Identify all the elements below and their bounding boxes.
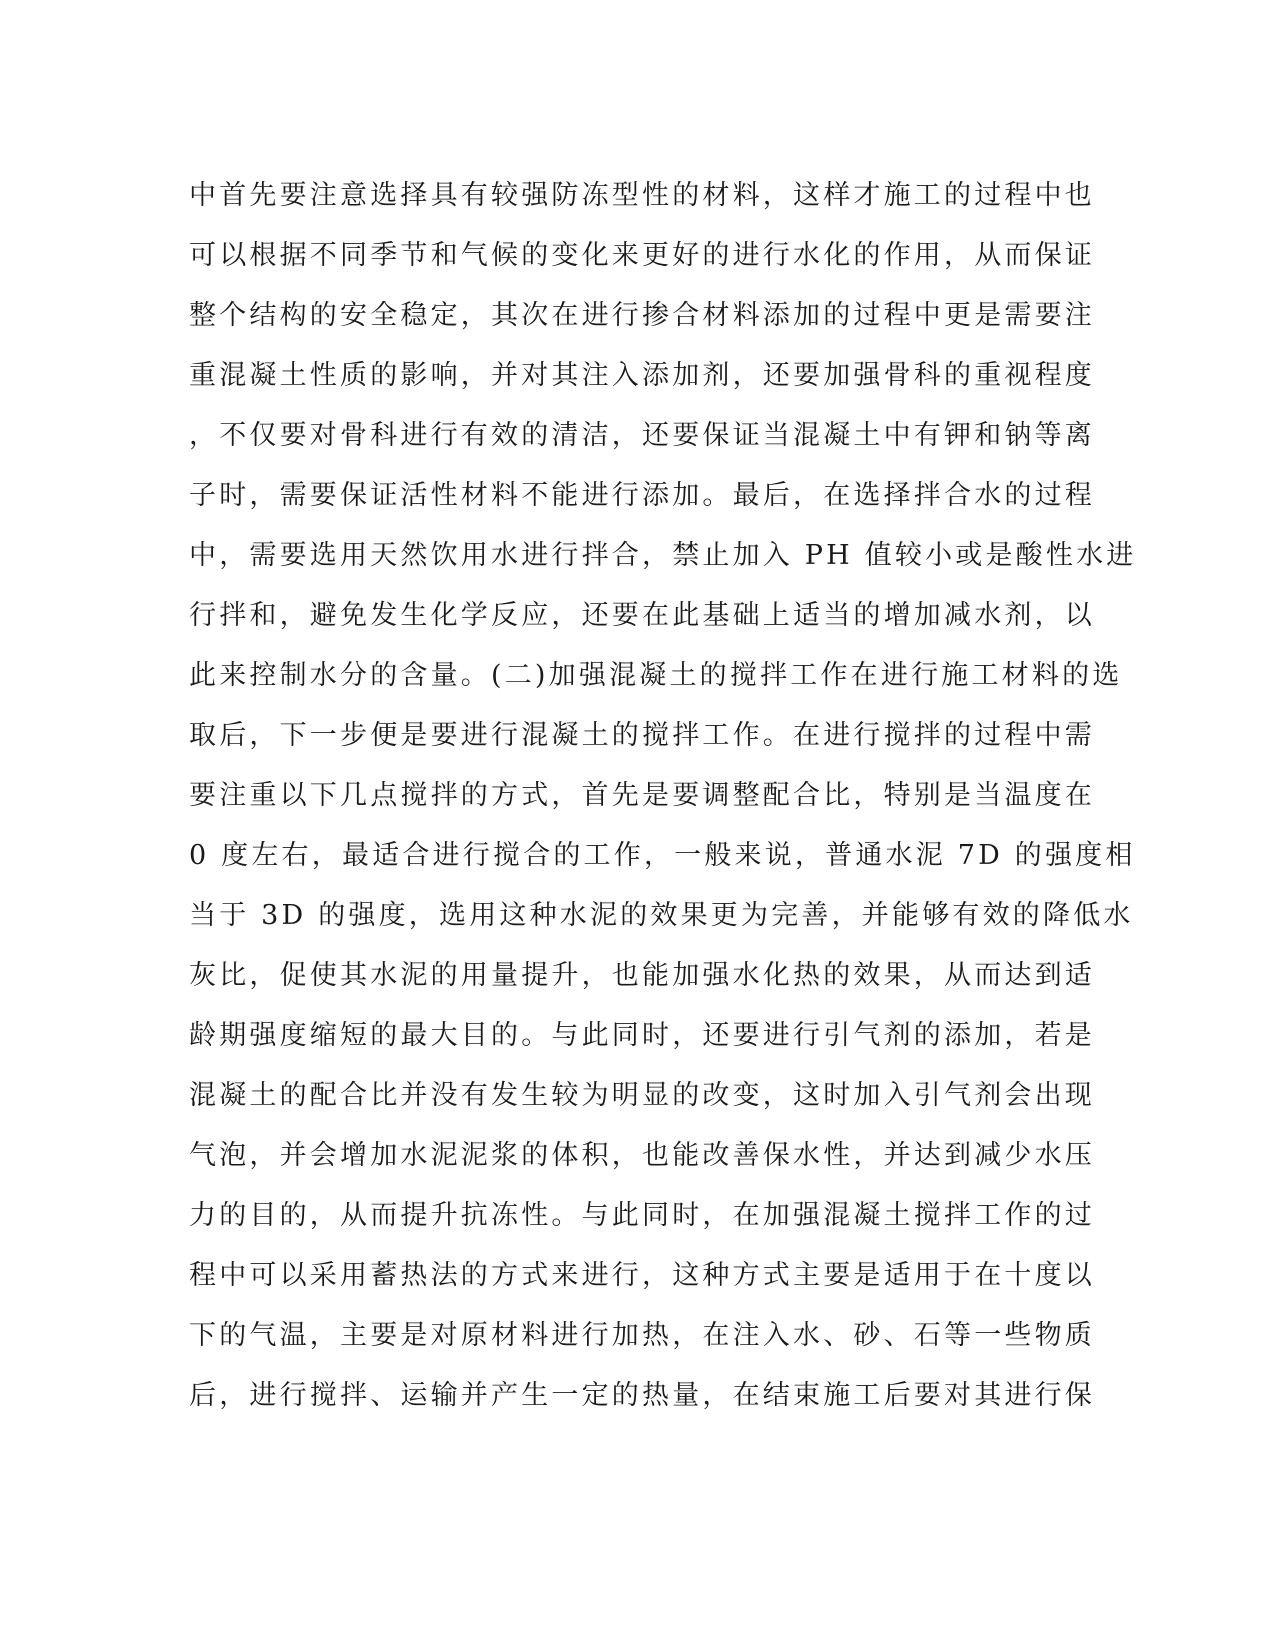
text-line: 当于 3D 的强度，选用这种水泥的效果更为完善，并能够有效的降低水	[189, 900, 1134, 931]
text-line: ，不仅要对骨科进行有效的清洁，还要保证当混凝土中有钾和钠等离	[189, 420, 1095, 451]
text-line: 整个结构的安全稳定，其次在进行掺合材料添加的过程中更是需要注	[189, 300, 1095, 331]
text-line: 行拌和，避免发生化学反应，还要在此基础上适当的增加减水剂，以	[189, 600, 1095, 631]
body-paragraph	[189, 166, 1137, 1426]
text-line: 要注重以下几点搅拌的方式，首先是要调整配合比，特别是当温度在	[189, 780, 1095, 811]
text-line: 中，需要选用天然饮用水进行拌合，禁止加入 PH 值较小或是酸性水进	[189, 540, 1137, 571]
text-line: 下的气温，主要是对原材料进行加热，在注入水、砂、石等一些物质	[189, 1320, 1095, 1351]
text-line: 此来控制水分的含量。(二)加强混凝土的搅拌工作在进行施工材料的选	[189, 660, 1123, 691]
text-line: 子时，需要保证活性材料不能进行添加。最后，在选择拌合水的过程	[189, 480, 1095, 511]
text-line: 气泡，并会增加水泥泥浆的体积，也能改善保水性，并达到减少水压	[189, 1140, 1095, 1171]
text-line: 0 度左右，最适合进行搅合的工作，一般来说，普通水泥 7D 的强度相	[189, 840, 1136, 871]
text-line: 取后，下一步便是要进行混凝土的搅拌工作。在进行搅拌的过程中需	[189, 720, 1095, 751]
text-line: 重混凝土性质的影响，并对其注入添加剂，还要加强骨科的重视程度	[189, 360, 1095, 391]
text-line: 龄期强度缩短的最大目的。与此同时，还要进行引气剂的添加，若是	[189, 1020, 1095, 1051]
text-line: 力的目的，从而提升抗冻性。与此同时，在加强混凝土搅拌工作的过	[189, 1200, 1095, 1231]
text-line: 混凝土的配合比并没有发生较为明显的改变，这时加入引气剂会出现	[189, 1080, 1095, 1111]
text-line: 灰比，促使其水泥的用量提升，也能加强水化热的效果，从而达到适	[189, 960, 1095, 991]
text-line: 程中可以采用蓄热法的方式来进行，这种方式主要是适用于在十度以	[189, 1260, 1095, 1291]
text-line: 可以根据不同季节和气候的变化来更好的进行水化的作用，从而保证	[189, 240, 1095, 271]
text-line: 后，进行搅拌、运输并产生一定的热量，在结束施工后要对其进行保	[189, 1380, 1095, 1411]
text-line: 中首先要注意选择具有较强防冻型性的材料，这样才施工的过程中也	[189, 180, 1095, 211]
